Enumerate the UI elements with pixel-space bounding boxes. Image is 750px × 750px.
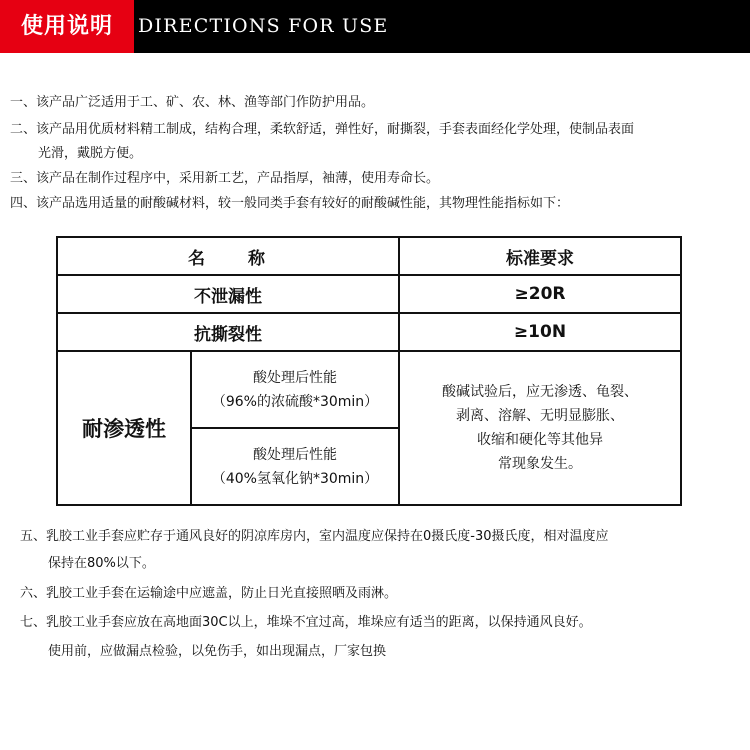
header-title-cn: 使用说明 xyxy=(0,0,134,53)
permeability-note xyxy=(399,351,681,505)
table-row-name: 不泄漏性 xyxy=(57,275,399,313)
table-row-name: 抗撕裂性 xyxy=(57,313,399,351)
intro-item-3: 三、该产品在制作过程序中，采用新工艺，产品指厚，袖薄，使用寿命长。 xyxy=(10,171,440,186)
acid-test-title: 酸处理后性能 xyxy=(253,369,337,386)
intro-item-1: 一、该产品广泛适用于工、矿、农、林、渔等部门作防护用品。 xyxy=(10,95,375,110)
outro-item-6: 六、乳胶工业手套在运输途中应遮盖，防止日光直接照晒及雨淋。 xyxy=(20,586,398,601)
acid-test-cell xyxy=(191,351,399,428)
intro-item-2-cont: 光滑，戴脱方便。 xyxy=(38,146,143,161)
note-line: 酸碱试验后，应无渗透、龟裂、 xyxy=(442,384,638,400)
alkali-test-cell xyxy=(191,428,399,505)
intro-item-2: 二、该产品用优质材料精工制成，结构合理，柔软舒适，弹性好，耐撕裂，手套表面经化学处理，使制品表面 xyxy=(10,122,635,137)
outro-item-5-cont: 保持在80%以下。 xyxy=(48,556,155,571)
acid-test-condition: （96%的浓硫酸*30min） xyxy=(211,393,379,410)
spec-table xyxy=(56,236,682,506)
alkali-test-title: 酸处理后性能 xyxy=(253,446,337,463)
table-header-requirement: 标准要求 xyxy=(399,237,681,275)
header-bar xyxy=(0,0,750,53)
table-header-name: 名 称 xyxy=(57,237,399,275)
table-row-value: ≥20R xyxy=(399,275,681,313)
table-row-value: ≥10N xyxy=(399,313,681,351)
note-line: 常现象发生。 xyxy=(498,456,582,472)
note-line: 剥离、溶解、无明显膨胀、 xyxy=(456,408,624,424)
header-title-en: DIRECTIONS FOR USE xyxy=(138,15,389,37)
alkali-test-condition: （40%氢氧化钠*30min） xyxy=(211,470,379,487)
outro-item-7: 七、乳胶工业手套应放在高地面30C以上，堆垛不宜过高，堆垛应有适当的距离，以保持通风良好。 xyxy=(20,615,592,630)
outro-item-5: 五、乳胶工业手套应贮存于通风良好的阴凉库房内，室内温度应保持在0摄氏度-30摄氏度，相对温度应 xyxy=(20,529,609,544)
intro-item-4: 四、该产品选用适量的耐酸碱材料，较一般同类手套有较好的耐酸碱性能，其物理性能指标如下： xyxy=(10,196,570,211)
outro-item-7-cont: 使用前，应做漏点检验，以免伤手，如出现漏点，厂家包换 xyxy=(48,644,387,659)
note-line: 收缩和硬化等其他异 xyxy=(477,432,603,448)
permeability-label: 耐渗透性 xyxy=(57,351,191,505)
